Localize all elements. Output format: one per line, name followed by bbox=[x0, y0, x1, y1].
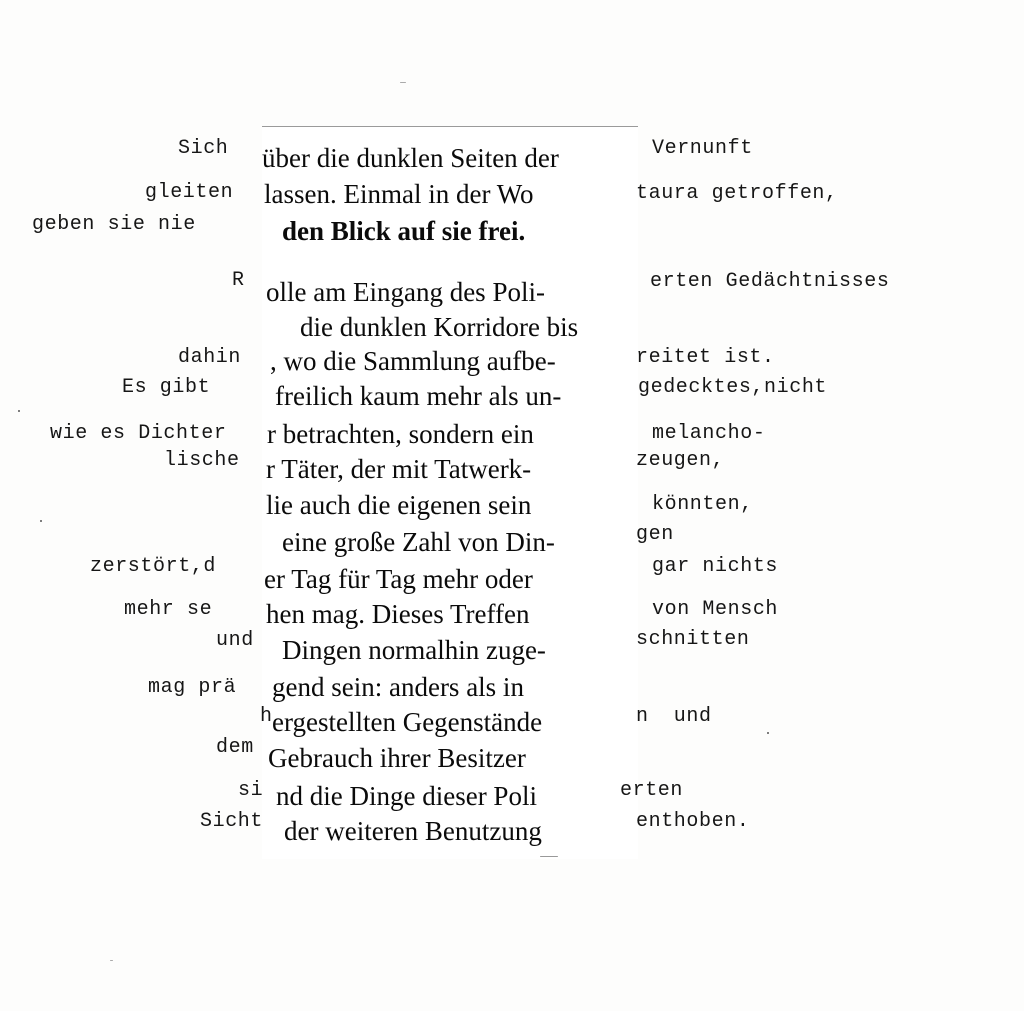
dust-speck bbox=[400, 82, 406, 83]
printed-line: r Täter, der mit Tatwerk- bbox=[266, 454, 532, 484]
dust-speck bbox=[767, 732, 769, 734]
typed-fragment: Sich bbox=[178, 137, 229, 160]
typed-fragment: n und bbox=[636, 705, 712, 728]
typed-fragment: erten bbox=[620, 779, 684, 802]
typed-fragment: zerstört,d bbox=[90, 555, 217, 578]
printed-line: , wo die Sammlung aufbe- bbox=[270, 346, 556, 376]
typed-fragment: enthoben. bbox=[636, 810, 750, 833]
typed-fragment: und bbox=[216, 629, 254, 652]
typed-fragment: Es gibt bbox=[122, 376, 211, 399]
typed-fragment: Vernunft bbox=[652, 137, 753, 160]
typed-fragment: melancho- bbox=[652, 422, 766, 445]
printed-line: über die dunklen Seiten der bbox=[262, 143, 559, 173]
typed-fragment: mag prä bbox=[148, 676, 237, 699]
typed-fragment: gedecktes,nicht bbox=[638, 376, 828, 399]
printed-line: freilich kaum mehr als un- bbox=[275, 381, 562, 411]
dust-speck bbox=[110, 960, 113, 961]
printed-line: die dunklen Korridore bis bbox=[300, 312, 579, 342]
printed-line: Dingen normalhin zuge- bbox=[282, 635, 546, 665]
typed-fragment: gar nichts bbox=[652, 555, 779, 578]
printed-line: den Blick auf sie frei. bbox=[282, 216, 526, 246]
typed-fragment: gen bbox=[636, 523, 674, 546]
typed-fragment: dem bbox=[216, 736, 254, 759]
printed-line: hen mag. Dieses Treffen bbox=[266, 599, 530, 629]
printed-line: lassen. Einmal in der Wo bbox=[264, 179, 534, 209]
typed-fragment: zeugen, bbox=[636, 449, 725, 472]
printed-line: lie auch die eigenen sein bbox=[266, 490, 532, 520]
printed-line: r betrachten, sondern ein bbox=[267, 419, 534, 449]
printed-line: er Tag für Tag mehr oder bbox=[264, 564, 533, 594]
typed-fragment: mehr se bbox=[124, 598, 213, 621]
typed-fragment: dahin bbox=[178, 346, 242, 369]
printed-line: nd die Dinge dieser Poli bbox=[276, 781, 537, 811]
typed-fragment: könnten, bbox=[652, 493, 753, 516]
typed-fragment: Sicht bbox=[200, 810, 264, 833]
typed-fragment: reitet ist. bbox=[636, 346, 775, 369]
typed-fragment: schnitten bbox=[636, 628, 750, 651]
printed-line: eine große Zahl von Din- bbox=[282, 527, 555, 557]
printed-line: gend sein: anders als in bbox=[272, 672, 524, 702]
typed-fragment: taura getroffen, bbox=[636, 182, 838, 205]
typed-fragment: wie es Dichter bbox=[50, 422, 227, 445]
typed-fragment: si bbox=[238, 779, 264, 802]
printed-line: der weiteren Benutzung bbox=[284, 816, 542, 846]
dust-speck bbox=[18, 410, 20, 412]
printed-line: Gebrauch ihrer Besitzer bbox=[268, 743, 526, 773]
typed-fragment: h bbox=[260, 705, 273, 728]
dust-speck bbox=[540, 856, 558, 857]
printed-line: ergestellten Gegenstände bbox=[272, 707, 543, 737]
dust-speck bbox=[40, 520, 42, 522]
typed-fragment: gleiten bbox=[145, 181, 234, 204]
printed-line: olle am Eingang des Poli- bbox=[266, 277, 545, 307]
typed-fragment: von Mensch bbox=[652, 598, 779, 621]
typed-fragment: lische bbox=[164, 449, 240, 472]
typed-fragment: erten Gedächtnisses bbox=[650, 270, 890, 293]
typed-fragment: R bbox=[232, 269, 245, 292]
typed-fragment: geben sie nie bbox=[32, 213, 196, 236]
